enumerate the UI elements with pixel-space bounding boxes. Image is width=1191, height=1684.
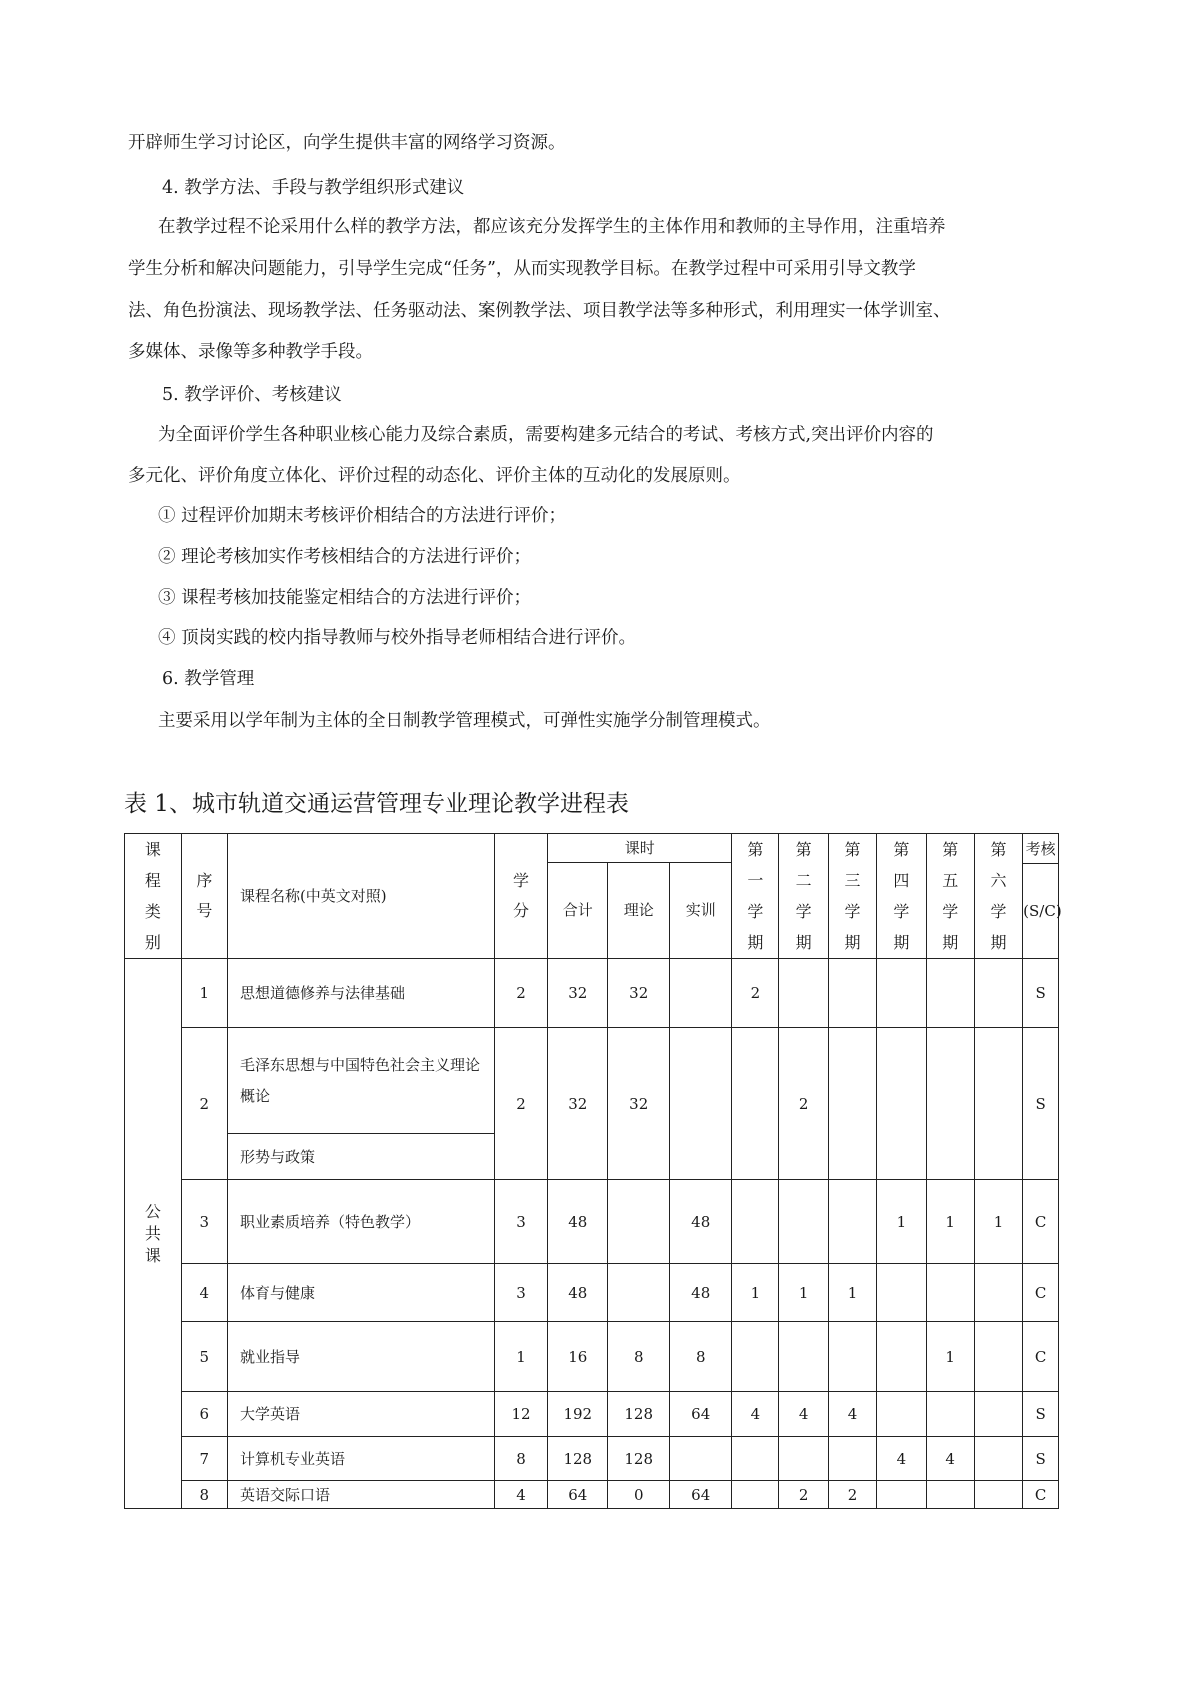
total-cell: 32	[548, 1028, 608, 1180]
header-sem4: 第四学期	[877, 834, 926, 959]
table-row	[125, 1322, 1059, 1392]
paragraph-line: 多媒体、录像等多种教学手段。	[128, 342, 373, 362]
sem1-cell	[732, 1180, 779, 1264]
sem6-cell: 1	[974, 1180, 1022, 1264]
sem6-cell	[974, 1322, 1022, 1392]
sem2-cell: 2	[779, 1028, 828, 1180]
header-course-name: 课程名称(中英文对照)	[227, 834, 494, 959]
sem2-cell: 2	[779, 1481, 828, 1509]
sem1-cell	[732, 1481, 779, 1509]
theory-cell	[608, 1264, 670, 1322]
exam-cell: S	[1023, 959, 1059, 1028]
paragraph-line: 多元化、评价角度立体化、评价过程的动态化、评价主体的互动化的发展原则。	[128, 466, 741, 486]
sem6-cell	[974, 1437, 1022, 1481]
table-row	[125, 959, 1059, 1028]
table-title: 表 1、城市轨道交通运营管理专业理论教学进程表	[124, 791, 629, 817]
exam-cell: S	[1023, 1028, 1059, 1180]
course-name-cell: 就业指导	[227, 1322, 494, 1392]
exam-cell: S	[1023, 1437, 1059, 1481]
sem6-cell	[974, 1481, 1022, 1509]
sem3-cell: 2	[828, 1481, 876, 1509]
sem5-cell	[926, 1028, 974, 1180]
section-heading: 5. 教学评价、考核建议	[162, 385, 342, 405]
header-practice: 实训	[670, 862, 732, 958]
paragraph-line: 学生分析和解决问题能力，引导学生完成“任务”，从而实现教学目标。在教学过程中可采用引导文教学	[128, 259, 916, 279]
credit-cell: 2	[494, 1028, 548, 1180]
course-name-cell: 职业素质培养（特色教学）	[227, 1180, 494, 1264]
course-name-cell: 思想道德修养与法律基础	[227, 959, 494, 1028]
header-sem5: 第五学期	[926, 834, 974, 959]
header-exam-label: 考核	[1022, 835, 1059, 864]
table-row	[125, 1392, 1059, 1437]
sem3-cell: 1	[828, 1264, 876, 1322]
seq-cell: 4	[181, 1264, 227, 1322]
list-item: ② 理论考核加实作考核相结合的方法进行评价；	[158, 547, 532, 567]
table-header-row	[125, 834, 1059, 863]
teaching-schedule-table	[124, 833, 1062, 1509]
theory-cell: 128	[608, 1392, 670, 1437]
header-sem3: 第三学期	[828, 834, 876, 959]
course-name-cell: 计算机专业英语	[227, 1437, 494, 1481]
sem4-cell	[877, 1028, 926, 1180]
credit-cell: 3	[494, 1264, 548, 1322]
exam-cell: C	[1023, 1322, 1059, 1392]
sem3-cell	[828, 959, 876, 1028]
table-row	[125, 1437, 1059, 1481]
total-cell: 16	[548, 1322, 608, 1392]
practice-cell	[670, 959, 732, 1028]
sem5-cell	[926, 1481, 974, 1509]
paragraph-line: 为全面评价学生各种职业核心能力及综合素质，需要构建多元结合的考试、考核方式,突出评价内容的	[158, 425, 934, 445]
seq-cell: 2	[181, 1028, 227, 1180]
sem1-cell	[732, 1322, 779, 1392]
header-seq: 序号	[181, 834, 227, 959]
sem5-cell: 4	[926, 1437, 974, 1481]
credit-cell: 3	[494, 1180, 548, 1264]
seq-cell: 3	[181, 1180, 227, 1264]
sem2-cell	[779, 959, 828, 1028]
sem4-cell	[877, 1481, 926, 1509]
total-cell: 128	[548, 1437, 608, 1481]
sem4-cell	[877, 959, 926, 1028]
course-name-cell: 形势与政策	[227, 1134, 494, 1180]
paragraph-line: 主要采用以学年制为主体的全日制教学管理模式，可弹性实施学分制管理模式。	[158, 711, 771, 731]
practice-cell	[670, 1028, 732, 1180]
total-cell: 48	[548, 1180, 608, 1264]
total-cell: 64	[548, 1481, 608, 1509]
credit-cell: 4	[494, 1481, 548, 1509]
sem3-cell	[828, 1028, 876, 1180]
header-exam	[1023, 834, 1062, 959]
header-credit: 学分	[494, 834, 548, 959]
list-item: ③ 课程考核加技能鉴定相结合的方法进行评价；	[158, 588, 532, 608]
sem5-cell	[926, 1264, 974, 1322]
seq-cell: 1	[181, 959, 227, 1028]
total-cell: 192	[548, 1392, 608, 1437]
header-total: 合计	[548, 862, 608, 958]
course-name-cell: 英语交际口语	[227, 1481, 494, 1509]
seq-cell: 5	[181, 1322, 227, 1392]
sem2-cell	[779, 1437, 828, 1481]
sem3-cell	[828, 1437, 876, 1481]
exam-cell: S	[1023, 1392, 1059, 1437]
sem4-cell: 4	[877, 1437, 926, 1481]
sem4-cell	[877, 1392, 926, 1437]
paragraph-line: 法、角色扮演法、现场教学法、任务驱动法、案例教学法、项目教学法等多种形式，利用理实一体学训室、	[128, 301, 951, 321]
exam-cell: C	[1023, 1481, 1059, 1509]
total-cell: 32	[548, 959, 608, 1028]
sem2-cell	[779, 1180, 828, 1264]
table-row	[125, 1481, 1059, 1509]
category-cell: 公共课	[125, 959, 182, 1509]
sem6-cell	[974, 1264, 1022, 1322]
header-category: 课程类别	[125, 834, 182, 959]
sem3-cell	[828, 1180, 876, 1264]
sem4-cell	[877, 1264, 926, 1322]
header-exam-code: (S/C)	[1023, 901, 1062, 920]
course-name-cell: 体育与健康	[227, 1264, 494, 1322]
header-sem6: 第六学期	[974, 834, 1022, 959]
theory-cell: 128	[608, 1437, 670, 1481]
paragraph-line: 在教学过程不论采用什么样的教学方法，都应该充分发挥学生的主体作用和教师的主导作用，注重培养	[158, 217, 946, 237]
sem6-cell	[974, 1028, 1022, 1180]
section-heading: 4. 教学方法、手段与教学组织形式建议	[162, 178, 465, 198]
credit-cell: 12	[494, 1392, 548, 1437]
practice-cell: 64	[670, 1481, 732, 1509]
exam-cell: C	[1023, 1180, 1059, 1264]
seq-cell: 6	[181, 1392, 227, 1437]
sem1-cell	[732, 1028, 779, 1180]
sem2-cell: 1	[779, 1264, 828, 1322]
practice-cell: 48	[670, 1264, 732, 1322]
theory-cell: 0	[608, 1481, 670, 1509]
sem3-cell: 4	[828, 1392, 876, 1437]
header-hours: 课时	[548, 834, 732, 863]
practice-cell: 64	[670, 1392, 732, 1437]
sem1-cell: 4	[732, 1392, 779, 1437]
sem4-cell	[877, 1322, 926, 1392]
sem4-cell: 1	[877, 1180, 926, 1264]
sem1-cell	[732, 1437, 779, 1481]
credit-cell: 8	[494, 1437, 548, 1481]
paragraph-line: 开辟师生学习讨论区，向学生提供丰富的网络学习资源。	[128, 133, 566, 153]
sem5-cell: 1	[926, 1322, 974, 1392]
total-cell: 48	[548, 1264, 608, 1322]
sem3-cell	[828, 1322, 876, 1392]
seq-cell: 8	[181, 1481, 227, 1509]
theory-cell	[608, 1180, 670, 1264]
credit-cell: 2	[494, 959, 548, 1028]
sem5-cell: 1	[926, 1180, 974, 1264]
sem5-cell	[926, 1392, 974, 1437]
seq-cell: 7	[181, 1437, 227, 1481]
sem1-cell: 2	[732, 959, 779, 1028]
theory-cell: 32	[608, 1028, 670, 1180]
course-name-cell: 大学英语	[227, 1392, 494, 1437]
list-item: ④ 顶岗实践的校内指导教师与校外指导老师相结合进行评价。	[158, 628, 637, 648]
theory-cell: 8	[608, 1322, 670, 1392]
sem2-cell: 4	[779, 1392, 828, 1437]
list-item: ① 过程评价加期末考核评价相结合的方法进行评价；	[158, 506, 567, 526]
practice-cell: 8	[670, 1322, 732, 1392]
sem6-cell	[974, 959, 1022, 1028]
table-row	[125, 1180, 1059, 1264]
exam-cell: C	[1023, 1264, 1059, 1322]
header-sem1: 第一学期	[732, 834, 779, 959]
sem5-cell	[926, 959, 974, 1028]
credit-cell: 1	[494, 1322, 548, 1392]
table-row	[125, 1028, 1059, 1134]
theory-cell: 32	[608, 959, 670, 1028]
practice-cell	[670, 1437, 732, 1481]
sem6-cell	[974, 1392, 1022, 1437]
table-row	[125, 1264, 1059, 1322]
header-theory: 理论	[608, 862, 670, 958]
course-name-cell: 毛泽东思想与中国特色社会主义理论概论	[227, 1028, 494, 1134]
section-heading: 6. 教学管理	[162, 669, 255, 689]
practice-cell: 48	[670, 1180, 732, 1264]
sem2-cell	[779, 1322, 828, 1392]
sem1-cell: 1	[732, 1264, 779, 1322]
header-sem2: 第二学期	[779, 834, 828, 959]
